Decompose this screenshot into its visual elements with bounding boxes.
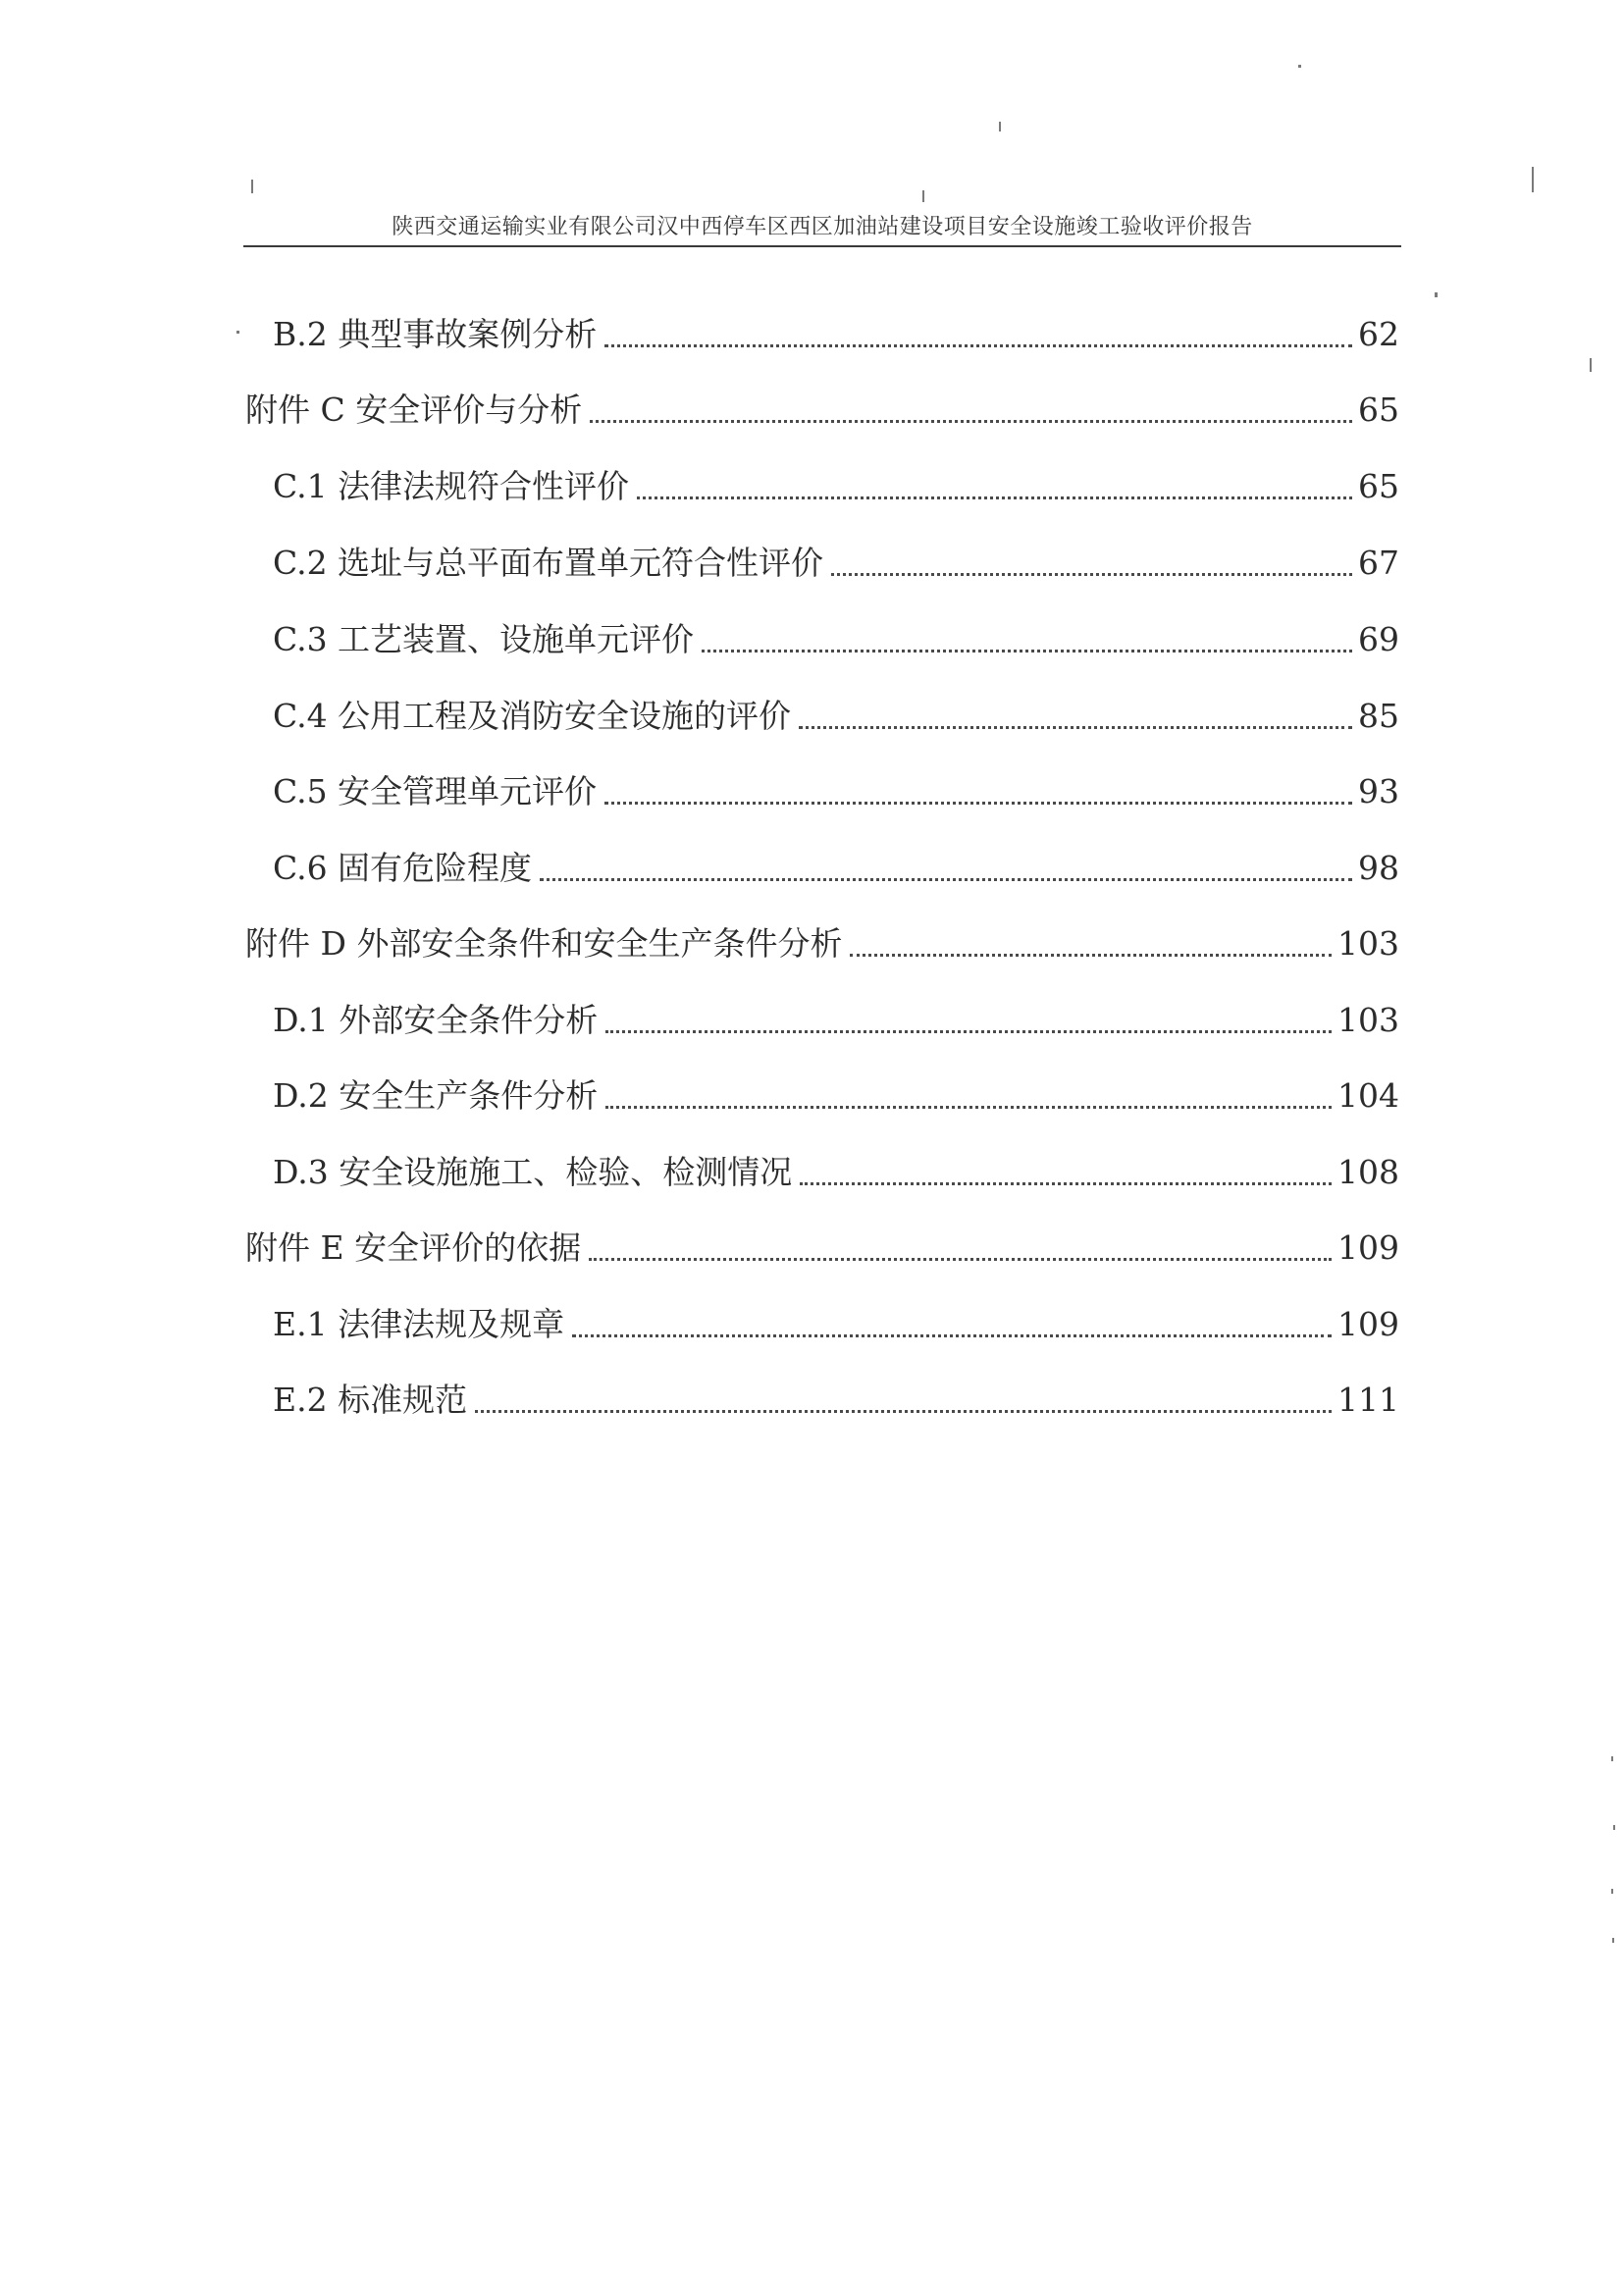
scan-speck [999,122,1001,131]
toc-entry-label: 附件 D 外部安全条件和安全生产条件分析 [245,924,843,963]
scan-speck [1611,1889,1613,1894]
toc-entry[interactable] [273,464,1399,509]
toc-entry[interactable] [245,921,1399,966]
toc-leader [605,1106,1332,1109]
toc-entry[interactable] [273,1378,1399,1423]
scan-speck [922,190,924,202]
toc-page-number: 65 [1358,467,1399,505]
toc-page-number: 103 [1337,1001,1399,1039]
toc-entry-label: C.4 公用工程及消防安全设施的评价 [273,697,792,735]
scan-speck [1435,292,1438,297]
toc-entry[interactable] [273,1302,1399,1347]
toc-entry-label: E.1 法律法规及规章 [273,1305,565,1343]
toc-leader [799,726,1352,729]
page-header [243,210,1401,247]
scan-speck [1611,1756,1613,1761]
scan-speck [1613,1825,1615,1830]
toc-page-number: 93 [1358,772,1399,810]
toc-entry-label: D.3 安全设施施工、检验、检测情况 [273,1153,793,1191]
toc-leader [572,1334,1332,1337]
toc-entry-label: C.2 选址与总平面布置单元符合性评价 [273,544,824,582]
toc-entry[interactable] [245,1226,1399,1271]
toc-leader [605,1030,1332,1033]
toc-leader [475,1410,1332,1413]
toc-leader [540,878,1352,881]
toc-entry-label: C.1 法律法规符合性评价 [273,467,630,505]
scan-speck [1590,358,1592,372]
toc-page-number: 67 [1358,544,1399,582]
toc-entry-label: C.3 工艺装置、设施单元评价 [273,620,695,658]
toc-page-number: 109 [1337,1305,1399,1343]
scan-speck [1298,65,1301,68]
toc-entry[interactable] [273,998,1399,1043]
toc-page-number: 62 [1358,315,1399,353]
toc-entry-label: 附件 C 安全评价与分析 [245,391,583,429]
scan-speck [251,180,253,193]
toc-page-number: 109 [1337,1228,1399,1267]
toc-entry-label: D.1 外部安全条件分析 [273,1001,599,1039]
toc-entry-label: B.2 典型事故案例分析 [273,315,598,353]
toc-entry[interactable] [273,312,1399,357]
toc-page-number: 98 [1358,849,1399,887]
scan-speck [1612,1938,1614,1943]
toc-page-number: 108 [1337,1153,1399,1191]
toc-leader [702,650,1352,652]
toc-entry[interactable] [273,769,1399,814]
toc-entry[interactable] [273,541,1399,586]
toc-entry[interactable] [273,1150,1399,1195]
toc-entry-label: C.6 固有危险程度 [273,849,533,887]
toc-entry[interactable] [273,846,1399,891]
toc-leader [800,1182,1332,1185]
toc-page-number: 65 [1358,391,1399,429]
scan-speck [1532,167,1534,192]
toc-entry-label: C.5 安全管理单元评价 [273,772,598,810]
toc-leader [831,573,1352,576]
toc-entry[interactable] [273,617,1399,662]
toc-page-number: 111 [1337,1381,1399,1419]
toc-entry[interactable] [245,388,1399,433]
toc-leader [637,496,1352,499]
report-title: 陕西交通运输实业有限公司汉中西停车区西区加油站建设项目安全设施竣工验收评价报告 [392,215,1253,239]
toc-entry-label: D.2 安全生产条件分析 [273,1076,599,1115]
toc-entry-label: E.2 标准规范 [273,1381,468,1419]
toc-leader [604,802,1352,805]
toc-leader [850,954,1332,957]
toc-page-number: 103 [1337,924,1399,963]
toc-entry-label: 附件 E 安全评价的依据 [245,1228,582,1267]
toc-leader [604,344,1352,347]
toc-leader [589,1258,1332,1261]
toc-entry[interactable] [273,1073,1399,1119]
toc-entry[interactable] [273,694,1399,739]
toc-page-number: 85 [1358,697,1399,735]
scan-speck [236,331,239,334]
toc-leader [590,420,1352,423]
toc-page-number: 69 [1358,620,1399,658]
toc-page-number: 104 [1337,1076,1399,1115]
